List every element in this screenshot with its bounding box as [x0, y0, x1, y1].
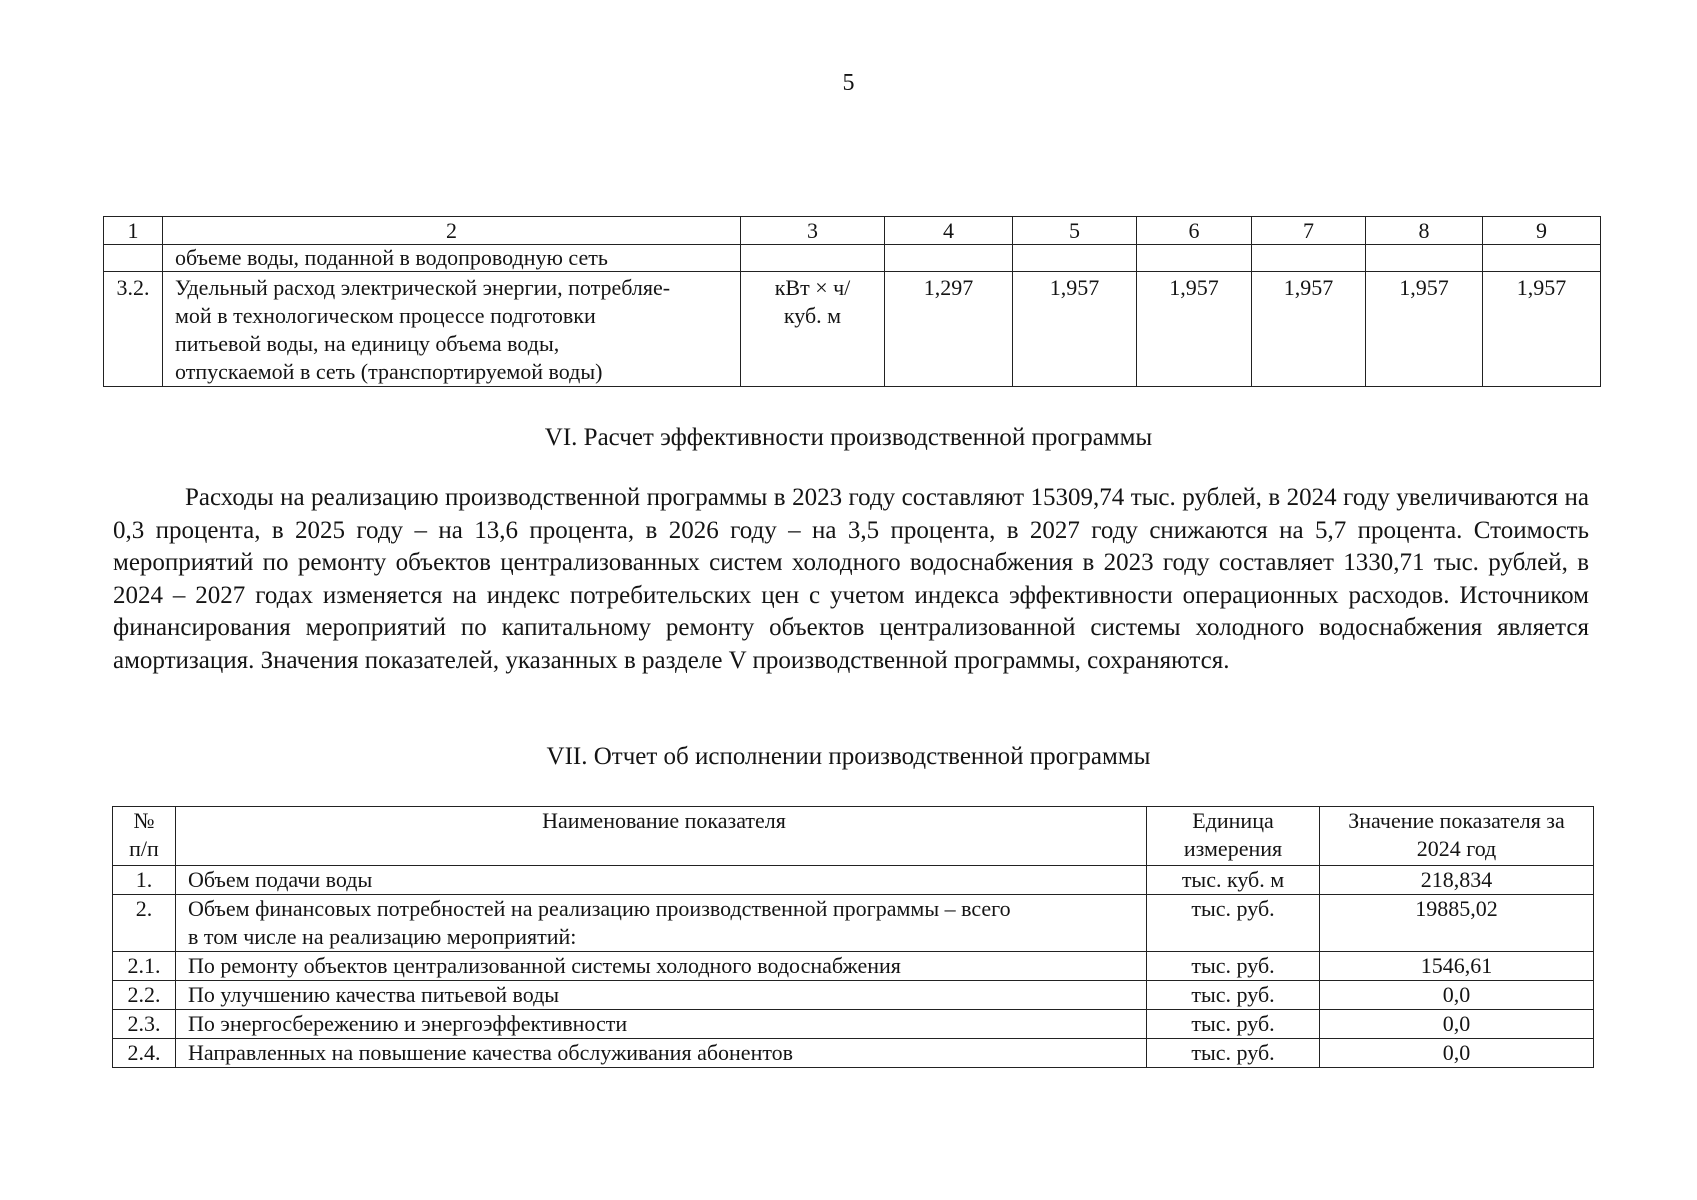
- column-number: 9: [1483, 217, 1601, 245]
- section-vi-title: VI. Расчет эффективности производственной программы: [544, 424, 1153, 451]
- table-row: [113, 895, 1594, 952]
- value-cell: 1,957: [1137, 272, 1252, 387]
- row-number: 2.4.: [113, 1039, 176, 1068]
- text-line: 2024 год: [1416, 836, 1497, 861]
- unit: [741, 272, 885, 387]
- value-cell: 1,297: [885, 272, 1013, 387]
- unit: тыс. руб.: [1147, 952, 1320, 981]
- text-line: Объем финансовых потребностей на реализацию производственной программы – всего: [188, 896, 1011, 921]
- table-row: [113, 952, 1594, 981]
- text-line: п/п: [129, 836, 159, 861]
- text-line: кВт × ч/: [774, 275, 851, 300]
- value-cell: 218,834: [1320, 866, 1594, 895]
- table-row-continuation: [104, 245, 1601, 272]
- value-cell: 0,0: [1320, 981, 1594, 1010]
- text-line: мой в технологическом процессе подготовки: [175, 303, 596, 328]
- value-cell: 1,957: [1013, 272, 1137, 387]
- text-line: в том числе на реализацию мероприятий:: [188, 924, 577, 949]
- unit: тыс. руб.: [1147, 1039, 1320, 1068]
- header-unit: [1147, 807, 1320, 866]
- row-number: 2.2.: [113, 981, 176, 1010]
- text-line: измерения: [1183, 836, 1283, 861]
- value-cell: 0,0: [1320, 1039, 1594, 1068]
- table-row: [113, 1039, 1594, 1068]
- value-cell: 1546,61: [1320, 952, 1594, 981]
- column-number: 5: [1013, 217, 1137, 245]
- indicator-name: По улучшению качества питьевой воды: [176, 981, 1147, 1010]
- column-number: 7: [1252, 217, 1366, 245]
- column-number: 4: [885, 217, 1013, 245]
- column-number-row: [104, 217, 1601, 245]
- text-line: куб. м: [783, 303, 842, 328]
- unit: тыс. руб.: [1147, 981, 1320, 1010]
- indicator-name: [163, 272, 741, 387]
- header-name: Наименование показателя: [176, 807, 1147, 866]
- unit: тыс. куб. м: [1147, 866, 1320, 895]
- table-row: [113, 866, 1594, 895]
- table-header-row: [113, 807, 1594, 866]
- header-number: [113, 807, 176, 866]
- column-number: 3: [741, 217, 885, 245]
- text-line: Значение показателя за: [1348, 808, 1565, 833]
- column-number: 1: [104, 217, 163, 245]
- text-line: Единица: [1192, 808, 1274, 833]
- indicator-name: Направленных на повышение качества обслуживания абонентов: [176, 1039, 1147, 1068]
- row-number: 2.: [113, 895, 176, 952]
- continuation-text: объеме воды, поданной в водопроводную сеть: [163, 245, 741, 272]
- header-value: [1320, 807, 1594, 866]
- page-number: 5: [842, 70, 855, 96]
- row-number: 3.2.: [104, 272, 163, 387]
- value-cell: 1,957: [1366, 272, 1483, 387]
- execution-report-table: [112, 806, 1594, 1068]
- unit: тыс. руб.: [1147, 1010, 1320, 1039]
- value-cell: 0,0: [1320, 1010, 1594, 1039]
- table-row: [113, 981, 1594, 1010]
- text-line: питьевой воды, на единицу объема воды,: [175, 331, 560, 356]
- value-cell: 1,957: [1483, 272, 1601, 387]
- section-vii-title: VII. Отчет об исполнении производственной программы: [546, 743, 1151, 770]
- row-number: 2.3.: [113, 1010, 176, 1039]
- indicator-name: Объем подачи воды: [176, 866, 1147, 895]
- table-row: [113, 1010, 1594, 1039]
- column-number: 8: [1366, 217, 1483, 245]
- column-number: 6: [1137, 217, 1252, 245]
- indicator-name: По ремонту объектов централизованной системы холодного водоснабжения: [176, 952, 1147, 981]
- indicator-name: [176, 895, 1147, 952]
- indicators-table-continued: [103, 216, 1601, 387]
- unit: тыс. руб.: [1147, 895, 1320, 952]
- text-line: отпускаемой в сеть (транспортируемой воды): [175, 359, 603, 384]
- value-cell: 1,957: [1252, 272, 1366, 387]
- row-number: 1.: [113, 866, 176, 895]
- column-number: 2: [163, 217, 741, 245]
- table-row: [104, 272, 1601, 387]
- section-vi-paragraph: Расходы на реализацию производственной программы в 2023 году составляют 15309,74 тыс. рублей, в 2024 году увеличиваются на 0,3 процента, в 2025 году – на 13,6 процента, в 2026 году – на 3,5 процента, в 2027 году снижаются на 5,7 процента. Стоимость мероприятий по ремонту объектов централизованных систем холодного водоснабжения в 2023 году составляет 1330,71 тыс. рублей, в 2024 – 2027 годах изменяется на индекс потребительских цен с учетом индекса эффективности операционных расходов. Источником финансирования мероприятий по капитальному ремонту объектов централизованной системы холодного водоснабжения является амортизация. Значения показателей, указанных в разделе V производственной программы, сохраняются.: [113, 484, 1589, 674]
- text-line: №: [133, 808, 155, 833]
- indicator-name: По энергосбережению и энергоэффективности: [176, 1010, 1147, 1039]
- row-number: 2.1.: [113, 952, 176, 981]
- text-line: Удельный расход электрической энергии, потребляе-: [175, 275, 671, 300]
- value-cell: 19885,02: [1320, 895, 1594, 952]
